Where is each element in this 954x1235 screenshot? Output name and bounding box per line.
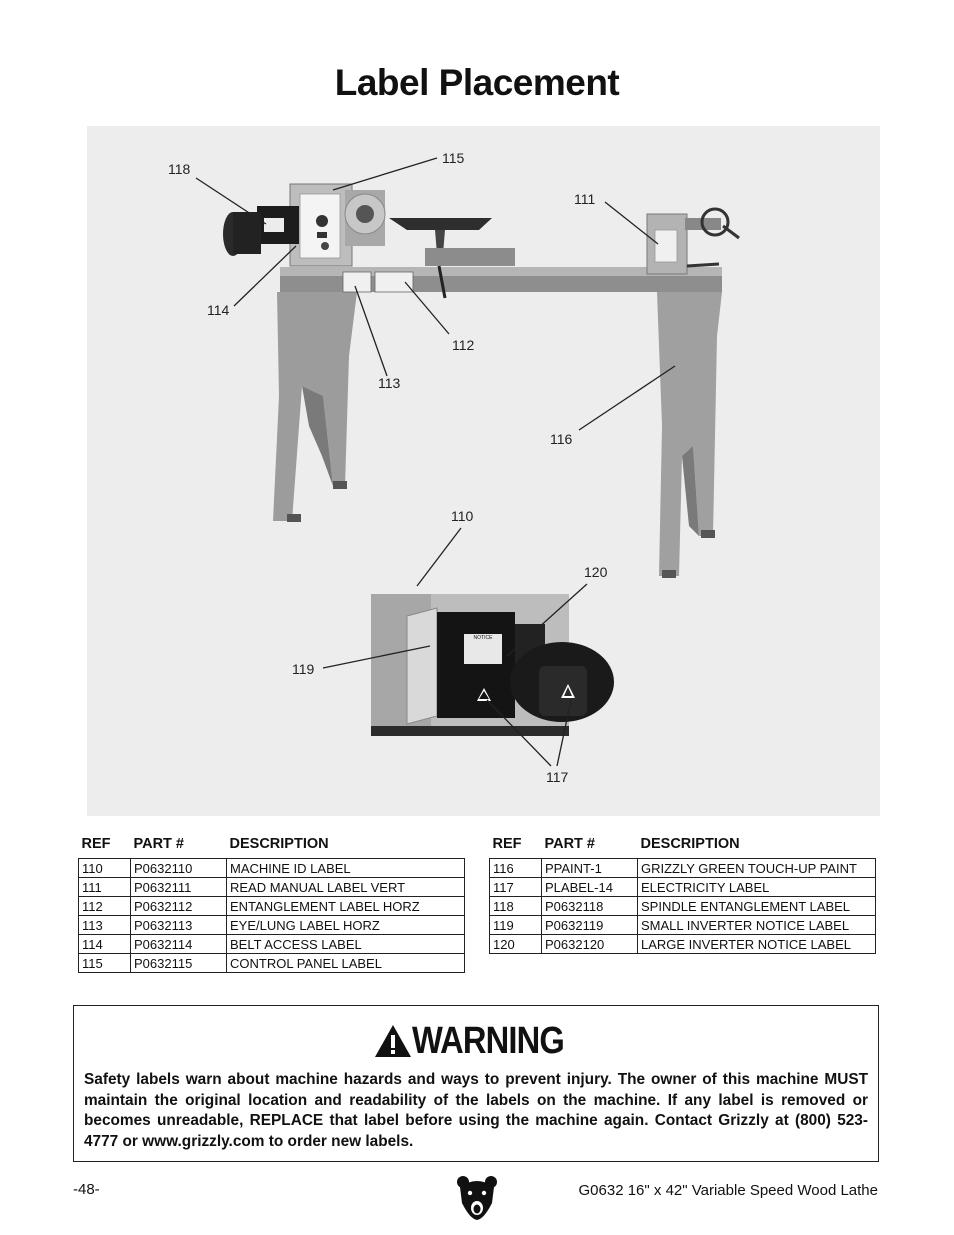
cell-part: P0632120 [542, 935, 638, 954]
lathe-figure [87, 126, 880, 816]
cell-ref: 119 [490, 916, 542, 935]
cell-desc: SMALL INVERTER NOTICE LABEL [638, 916, 876, 935]
table-row [79, 859, 465, 878]
table-row [79, 916, 465, 935]
cell-part: P0632112 [131, 897, 227, 916]
bear-logo-icon [456, 1173, 498, 1221]
callout-113: 113 [378, 375, 401, 391]
cell-ref: 111 [79, 878, 131, 897]
cell-desc: EYE/LUNG LABEL HORZ [227, 916, 465, 935]
cell-part: PLABEL-14 [542, 878, 638, 897]
cell-desc: LARGE INVERTER NOTICE LABEL [638, 935, 876, 954]
warning-triangle-icon [374, 1023, 412, 1059]
header-ref: REF [81, 836, 111, 852]
warning-box [73, 1005, 879, 1162]
parts-table-right [489, 836, 876, 954]
cell-part: P0632114 [131, 935, 227, 954]
cell-part: P0632111 [131, 878, 227, 897]
cell-desc: ELECTRICITY LABEL [638, 878, 876, 897]
page-title: Label Placement [334, 62, 620, 103]
cell-part: P0632110 [131, 859, 227, 878]
table-row [79, 878, 465, 897]
header-description: DESCRIPTION [229, 836, 329, 852]
cell-desc: ENTANGLEMENT LABEL HORZ [227, 897, 465, 916]
callout-111: 111 [574, 191, 596, 207]
cell-desc: GRIZZLY GREEN TOUCH-UP PAINT [638, 859, 876, 878]
header-description: DESCRIPTION [640, 836, 740, 852]
table-row [79, 935, 465, 954]
cell-ref: 116 [490, 859, 542, 878]
inverter-box [437, 612, 515, 718]
footer-title: G0632 16" x 42" Variable Speed Wood Lathe [578, 1182, 878, 1199]
cell-desc: BELT ACCESS LABEL [227, 935, 465, 954]
table-row [79, 954, 465, 973]
cell-ref: 112 [79, 897, 131, 916]
warning-word: WARNING [412, 1019, 564, 1062]
tool-rest [389, 218, 492, 230]
table-row [490, 878, 876, 897]
cell-ref: 110 [79, 859, 131, 878]
cell-ref: 120 [490, 935, 542, 954]
callout-117: 117 [546, 769, 569, 785]
cell-desc: CONTROL PANEL LABEL [227, 954, 465, 973]
cell-part: P0632115 [131, 954, 227, 973]
cell-ref: 113 [79, 916, 131, 935]
cell-desc: MACHINE ID LABEL [227, 859, 465, 878]
cell-desc: SPINDLE ENTANGLEMENT LABEL [638, 897, 876, 916]
header-part: PART # [133, 836, 184, 852]
warning-heading [374, 1020, 589, 1062]
cell-ref: 118 [490, 897, 542, 916]
cell-ref: 117 [490, 878, 542, 897]
header-ref: REF [492, 836, 522, 852]
table-row [490, 935, 876, 954]
callout-110: 110 [451, 508, 474, 524]
lathe-illustration [87, 126, 880, 816]
cell-part: P0632119 [542, 916, 638, 935]
callout-116: 116 [550, 431, 573, 447]
cell-ref: 114 [79, 935, 131, 954]
cell-ref: 115 [79, 954, 131, 973]
callout-112: 112 [452, 337, 475, 353]
page-number: -48- [73, 1181, 100, 1198]
parts-table-left [78, 836, 465, 973]
callout-114: 114 [207, 302, 230, 318]
table-row [490, 916, 876, 935]
table-row [79, 897, 465, 916]
table-row [490, 897, 876, 916]
header-part: PART # [544, 836, 595, 852]
callout-115: 115 [442, 150, 465, 166]
cell-desc: READ MANUAL LABEL VERT [227, 878, 465, 897]
callout-119: 119 [292, 661, 315, 677]
cell-part: P0632118 [542, 897, 638, 916]
cell-part: PPAINT-1 [542, 859, 638, 878]
notice-label-text: NOTICE [473, 635, 493, 641]
cell-part: P0632113 [131, 916, 227, 935]
table-row [490, 859, 876, 878]
banjo [425, 248, 515, 266]
inverter-inset-photo [371, 594, 614, 752]
callout-118: 118 [168, 161, 191, 177]
callout-120: 120 [584, 564, 608, 580]
warning-body: Safety labels warn about machine hazards and ways to prevent injury. The owner of this machine MUST maintain the original location and readability of the labels on the machine. If any label is removed or becomes unreadable, REPLACE that label before using the machine again. Contact Grizzly at (800) 523-4777 or www.grizzly.com to order new labels. [84, 1071, 868, 1150]
